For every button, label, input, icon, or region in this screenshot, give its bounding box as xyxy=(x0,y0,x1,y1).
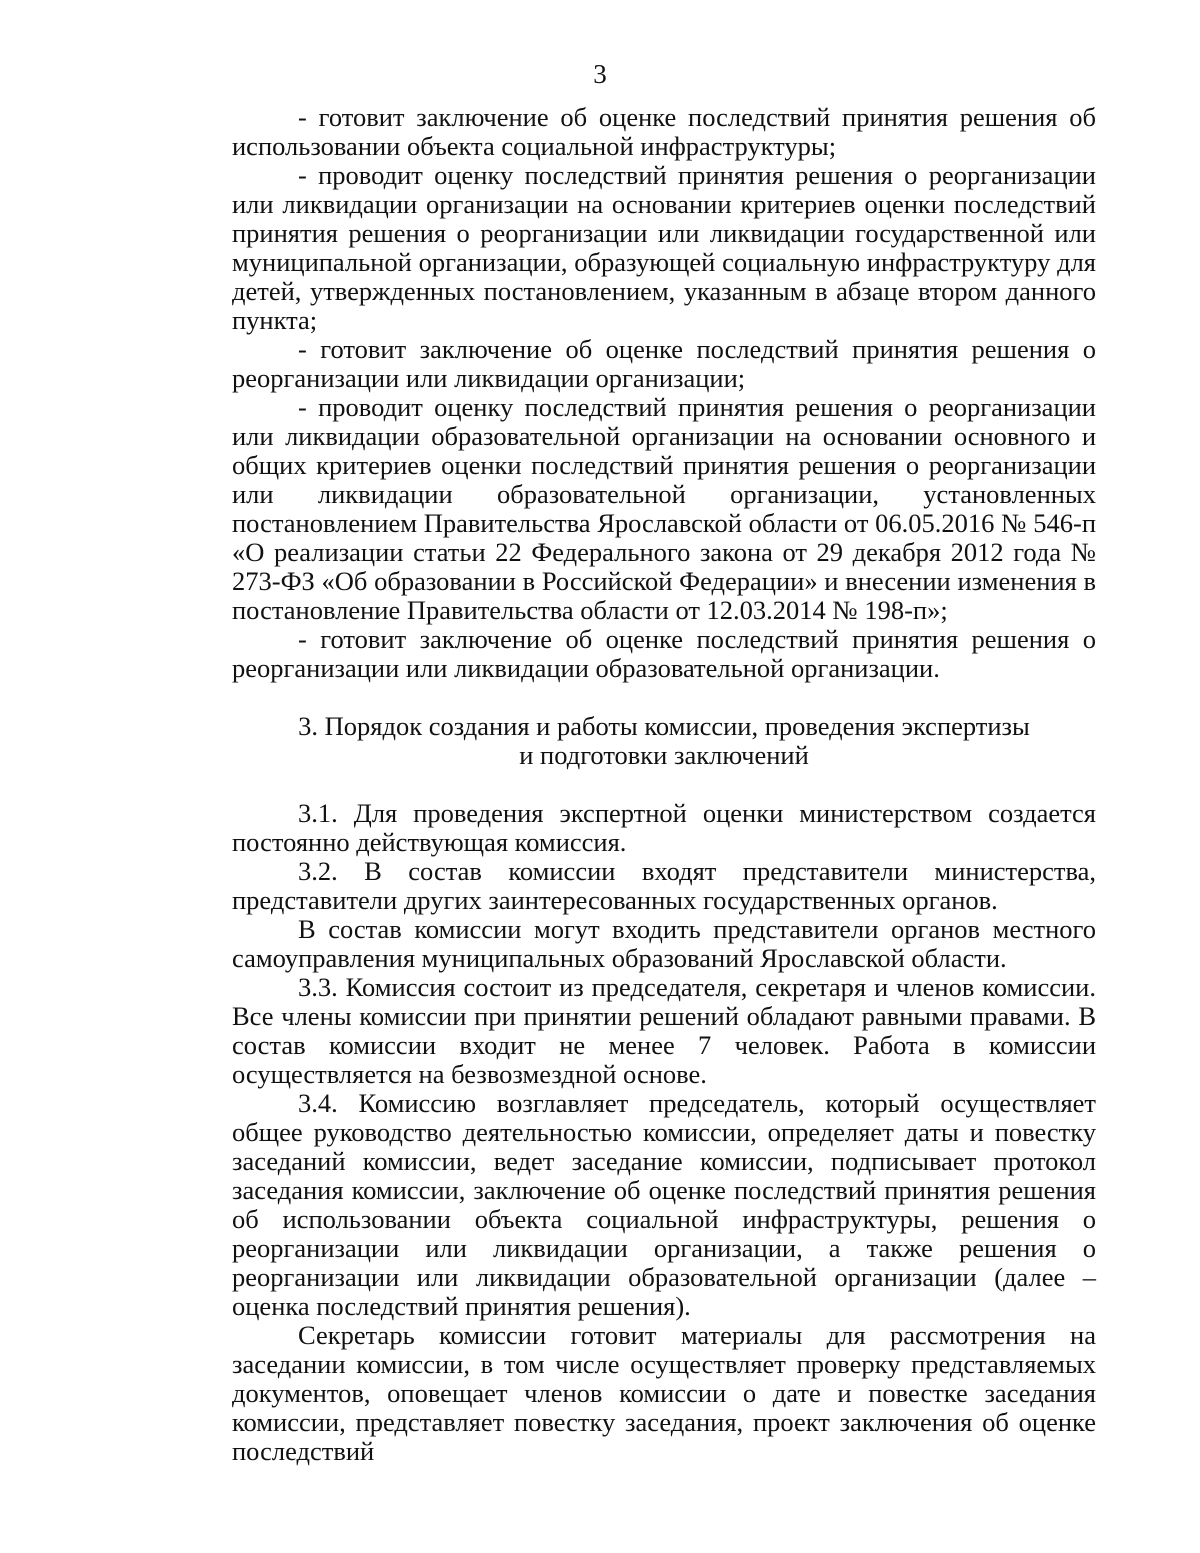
section-heading xyxy=(232,712,1096,770)
paragraph-3-3: 3.3. Комиссия состоит из председателя, секретаря и членов комиссии. Все члены комиссии при принятии решений обладают равными правами. В состав комиссии входит не менее 7 человек. Работа в комиссии осуществляется на безвозмездной основе. xyxy=(232,972,1096,1089)
paragraph-prepares-infrastructure-conclusion: - готовит заключение об оценке последствий принятия решения об использовании объекта социальной инфраструктуры; xyxy=(232,102,1096,161)
paragraph-prepares-educational-conclusion: - готовит заключение об оценке последствий принятия решения о реорганизации или ликвидации образовательной организации. xyxy=(232,624,1096,683)
intro-text-block xyxy=(232,103,1096,683)
paragraph-secretary-duties: Секретарь комиссии готовит материалы для рассмотрения на заседании комиссии, в том числе осуществляет проверку представляемых документов, оповещает членов комиссии о дате и повестке заседания комиссии, представляет повестку заседания, проект заключения об оценке последствий xyxy=(232,1320,1096,1466)
paragraph-3-2: 3.2. В состав комиссии входят представители министерства, представители других заинтересованных государственных органов. xyxy=(232,856,1096,915)
section-heading-line-1: 3. Порядок создания и работы комиссии, проведения экспертизы xyxy=(298,711,1030,741)
section-heading-line-2: и подготовки заключений xyxy=(519,740,809,770)
page-number: 3 xyxy=(593,59,607,89)
paragraph-3-4: 3.4. Комиссию возглавляет председатель, который осуществляет общее руководство деятельностью комиссии, определяет даты и повестку заседаний комиссии, ведет заседание комиссии, подписывает протокол заседания комиссии, заключение об оценке последствий принятия решения об использовании объекта социальной инфраструктуры, решения о реорганизации или ликвидации организации, а также решения о реорганизации или ликвидации образовательной организации (далее – оценка последствий принятия решения). xyxy=(232,1088,1096,1321)
paragraph-3-1: 3.1. Для проведения экспертной оценки министерством создается постоянно действующая комиссия. xyxy=(232,798,1096,857)
paragraph-evaluates-organization-reorganization: - проводит оценку последствий принятия решения о реорганизации или ликвидации организации на основании критериев оценки последствий принятия решения о реорганизации или ликвидации государственной или муниципальной организации, образующей социальную инфраструктуру для детей, утвержденных постановлением, указанным в абзаце втором данного пункта; xyxy=(232,160,1096,335)
paragraph-prepares-organization-conclusion: - готовит заключение об оценке последствий принятия решения о реорганизации или ликвидации организации; xyxy=(232,334,1096,393)
section-text-block xyxy=(232,799,1096,1466)
paragraph-3-2-local-government: В состав комиссии могут входить представители органов местного самоуправления муниципальных образований Ярославской области. xyxy=(232,914,1096,973)
paragraph-evaluates-educational-reorganization: - проводит оценку последствий принятия решения о реорганизации или ликвидации образовательной организации на основании основного и общих критериев оценки последствий принятия решения о реорганизации или ликвидации образовательной организации, установленных постановлением Правительства Ярославской области от 06.05.2016 № 546-п «О реализации статьи 22 Федерального закона от 29 декабря 2012 года № 273-ФЗ «Об образовании в Российской Федерации» и внесении изменения в постановление Правительства области от 12.03.2014 № 198-п»; xyxy=(232,392,1096,625)
